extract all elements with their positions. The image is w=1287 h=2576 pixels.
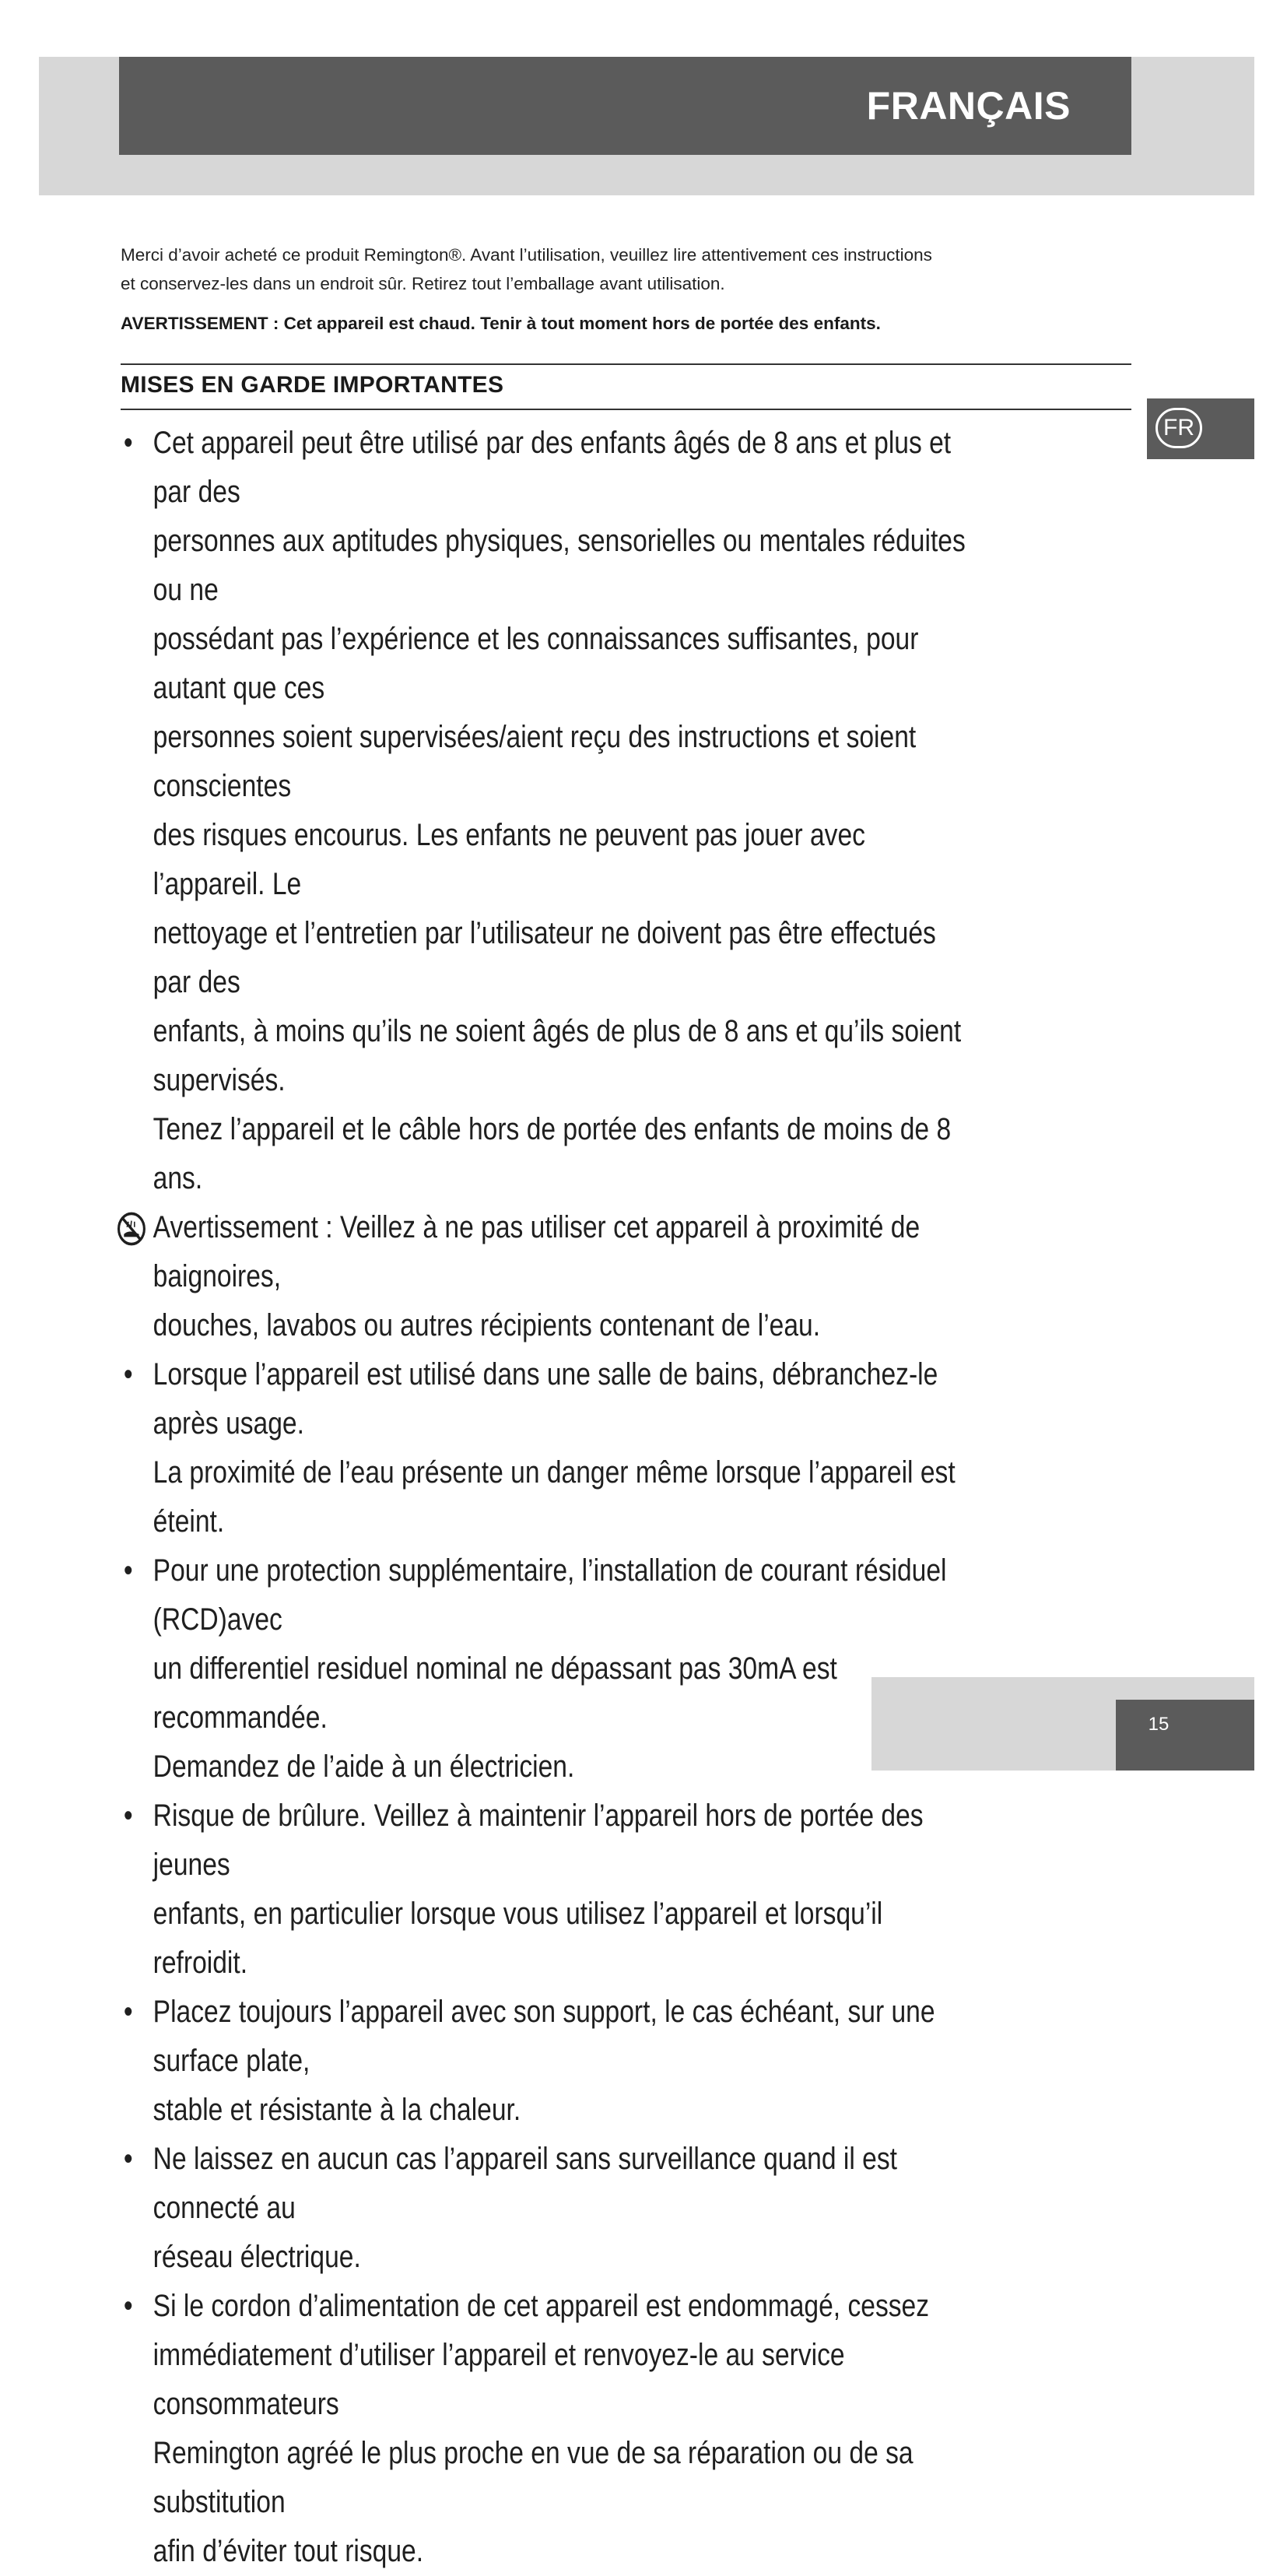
item-line: immédiatement d’utiliser l’appareil et renvoyez-le au service consommateurs <box>153 2338 845 2421</box>
list-item <box>119 2135 975 2282</box>
item-line: Ne laissez en aucun cas l’appareil sans surveillance quand il est connecté au <box>153 2142 897 2225</box>
list-item <box>119 1988 975 2135</box>
bullet: • <box>123 1553 133 1588</box>
list-item <box>119 1350 975 1546</box>
intro-line: Merci d’avoir acheté ce produit Remington®. Avant l’utilisation, veuillez lire attentivement ces instructions <box>121 245 932 265</box>
intro-paragraph <box>121 240 1124 298</box>
intro-line: et conservez-les dans un endroit sûr. Retirez tout l’emballage avant utilisation. <box>121 274 725 293</box>
item-line: Placez toujours l’appareil avec son support, le cas échéant, sur une surface plate, <box>153 1995 935 2078</box>
language-tab <box>1147 398 1254 459</box>
item-line: enfants, à moins qu’ils ne soient âgés de plus de 8 ans et qu’ils soient supervisés. <box>153 1014 962 1097</box>
item-line: La proximité de l’eau présente un danger même lorsque l’appareil est éteint. <box>153 1455 956 1539</box>
list-item <box>119 2282 975 2576</box>
item-line: Remington agréé le plus proche en vue de sa réparation ou de sa substitution <box>153 2436 914 2519</box>
divider <box>121 409 1131 410</box>
item-line: douches, lavabos ou autres récipients contenant de l’eau. <box>153 1308 821 1342</box>
item-line: réseau électrique. <box>153 2240 361 2274</box>
item-line: personnes soient supervisées/aient reçu des instructions et soient conscientes <box>153 720 917 803</box>
footer-box <box>1116 1700 1254 1771</box>
item-line: Lorsque l’appareil est utilisé dans une salle de bains, débranchez-le après usage. <box>153 1357 938 1441</box>
bullet: • <box>123 1357 133 1392</box>
item-line: possédant pas l’expérience et les connaissances suffisantes, pour autant que ces <box>153 622 919 705</box>
list-item <box>119 419 975 1203</box>
item-line: afin d’éviter tout risque. <box>153 2534 424 2568</box>
bullet: • <box>123 426 133 460</box>
language-badge: FR <box>1155 408 1202 448</box>
item-line: enfants, en particulier lorsque vous utilisez l’appareil et lorsqu’il refroidit. <box>153 1897 883 1980</box>
list-item <box>119 1792 975 1988</box>
bullet: • <box>123 1799 133 1833</box>
item-line: des risques encourus. Les enfants ne peuvent pas jouer avec l’appareil. Le <box>153 818 865 901</box>
page-number: 15 <box>1148 1714 1170 1735</box>
bullet: • <box>123 1995 133 2029</box>
list-item <box>119 1203 975 1350</box>
warning-text: AVERTISSEMENT : Cet appareil est chaud. Tenir à tout moment hors de portée des enfants. <box>121 314 881 333</box>
no-water-icon <box>117 1211 147 1247</box>
safety-list <box>119 419 975 2576</box>
page-title: FRANÇAIS <box>866 84 1071 128</box>
item-line: Risque de brûlure. Veillez à maintenir l’appareil hors de portée des jeunes <box>153 1799 924 1882</box>
item-line: Si le cordon d’alimentation de cet appareil est endommagé, cessez <box>153 2289 930 2323</box>
item-line: Avertissement : Veillez à ne pas utiliser cet appareil à proximité de baignoires, <box>153 1210 921 1293</box>
bullet: • <box>123 2142 133 2176</box>
item-line: stable et résistante à la chaleur. <box>153 2093 521 2127</box>
item-line: personnes aux aptitudes physiques, sensorielles ou mentales réduites ou ne <box>153 524 966 607</box>
item-line: Demandez de l’aide à un électricien. <box>153 1750 575 1784</box>
list-item <box>119 1546 975 1792</box>
item-line: un differentiel residuel nominal ne dépassant pas 30mA est recommandée. <box>153 1651 837 1735</box>
divider <box>121 363 1131 365</box>
item-line: Cet appareil peut être utilisé par des enfants âgés de 8 ans et plus et par des <box>153 426 952 509</box>
item-line: nettoyage et l’entretien par l’utilisateur ne doivent pas être effectués par des <box>153 916 936 999</box>
header-bar <box>119 57 1131 155</box>
item-line: Tenez l’appareil et le câble hors de portée des enfants de moins de 8 ans. <box>153 1112 952 1195</box>
bullet: • <box>123 2289 133 2323</box>
item-line: Pour une protection supplémentaire, l’installation de courant résiduel (RCD)avec <box>153 1553 947 1637</box>
section-heading: MISES EN GARDE IMPORTANTES <box>121 372 504 398</box>
